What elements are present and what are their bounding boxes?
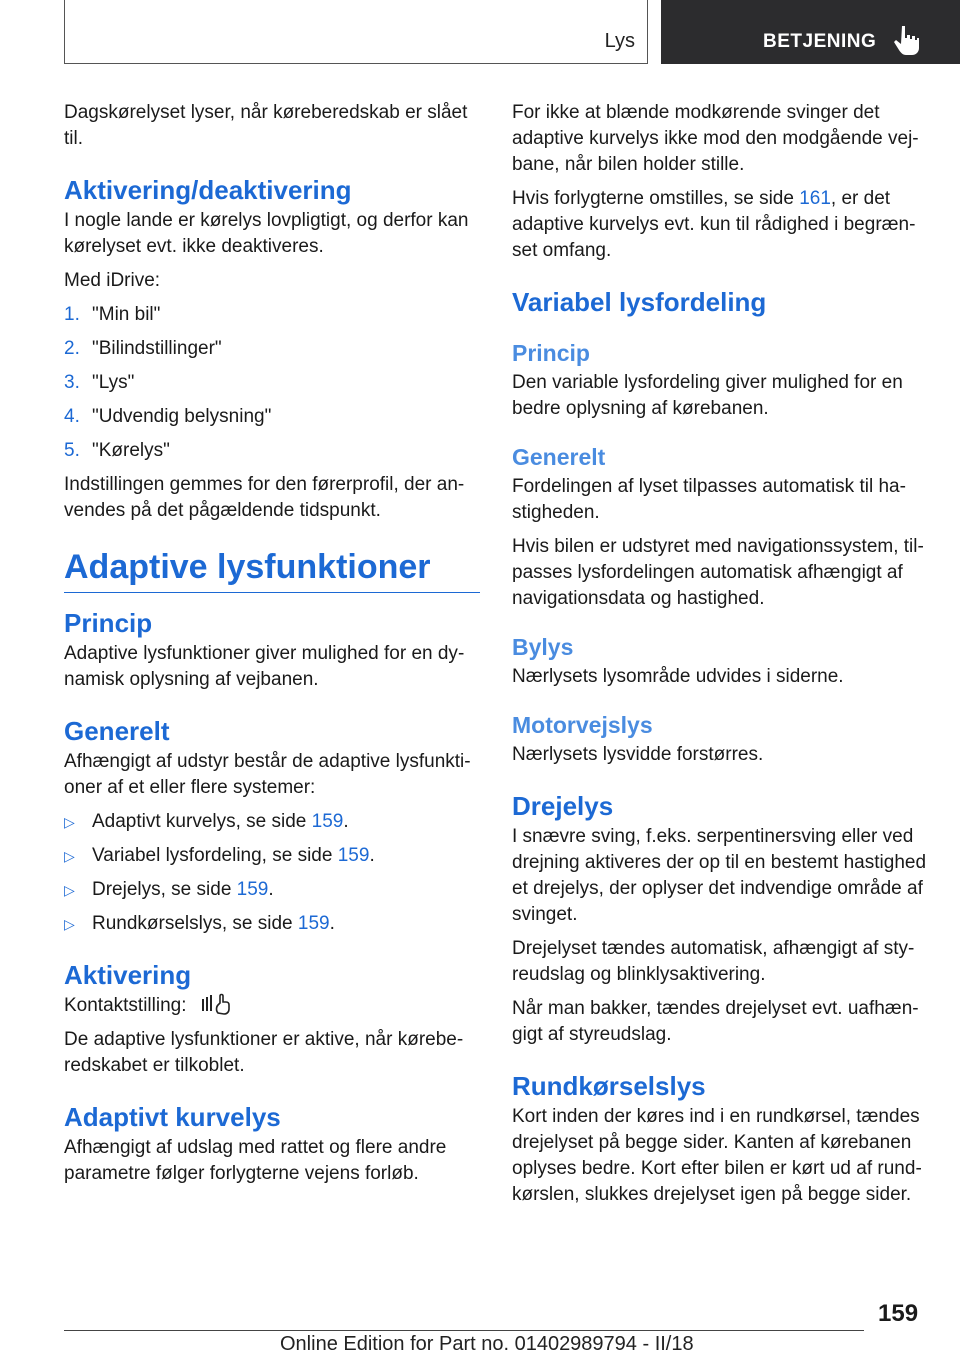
heading-bylys: Bylys (512, 634, 574, 660)
triangle-bullet-icon: ▷ (64, 882, 75, 898)
text-span: Hvis forlygterne omstilles, se side (512, 188, 800, 209)
header-section-box (64, 0, 648, 64)
paragraph: Når man bakker, tændes drejelyset evt. uafhængigt af styreudslag. (512, 998, 919, 1045)
header-chapter-title: BETJENING (763, 31, 877, 52)
heading-drejelys: Drejelys (512, 791, 614, 821)
ignition-icon (200, 993, 234, 1015)
triangle-bullet-icon: ▷ (64, 916, 75, 932)
heading-generelt: Generelt (64, 716, 170, 746)
paragraph: Drejelyset tændes automatisk, afhængigt af styreudslag og blinklysaktivering. (512, 938, 915, 985)
paragraph: Afhængigt af udslag med rattet og flere andre parametre følger forlygterne vejens forløb. (64, 1137, 447, 1184)
bullet-end: . (329, 913, 335, 934)
list-item (64, 911, 480, 937)
paragraph: Adaptive lysfunktioner giver mulighed for en dynamisk oplysning af vejbanen. (64, 643, 465, 690)
paragraph: Nærlysets lysområde udvides i siderne. (512, 666, 844, 687)
bullet-end: . (369, 845, 375, 866)
bullet-text: Variabel lysfordeling, se side (92, 845, 338, 866)
paragraph: Hvis bilen er udstyret med navigationssystem, tilpasses lysfordelingen automatisk afhængigt af navigationsdata og hastighed. (512, 536, 924, 609)
paragraph: Fordelingen af lyset tilpasses automatisk til hastigheden. (512, 476, 906, 523)
heading-princip: Princip (64, 608, 153, 638)
list-item (64, 404, 480, 430)
list-item (64, 302, 480, 328)
paragraph: De adaptive lysfunktioner er aktive, når køreberedskabet er tilkoblet. (64, 1029, 464, 1076)
right-column (512, 100, 932, 1216)
left-column (64, 100, 480, 1195)
header-section-title: Lys (604, 30, 635, 52)
bullet-text: Drejelys, se side (92, 879, 237, 900)
paragraph: Med iDrive: (64, 270, 161, 291)
heading-aktivering-deaktivering: Aktivering/deaktivering (64, 175, 352, 205)
list-item (64, 877, 480, 903)
heading-generelt: Generelt (512, 444, 606, 470)
heading-variabel-lysfordeling: Variabel lysfordeling (512, 287, 767, 317)
paragraph: Indstillingen gemmes for den førerprofil, der anvendes på det pågældende tidspunkt. (64, 474, 465, 521)
paragraph: I snævre sving, f.eks. serpentinersving eller ved drejning aktiveres der op til en bestemt hastighed et drejelys, der oplyser det indvendige område af svinget. (512, 826, 927, 925)
heading-motorvejslys: Motorvejslys (512, 712, 653, 738)
page-link-159[interactable]: 159 (311, 811, 344, 832)
step-number: 4. (64, 406, 80, 427)
list-item (64, 809, 480, 835)
bullet-text: Adaptivt kurvelys, se side (92, 811, 312, 832)
step-number: 3. (64, 372, 80, 393)
paragraph: Afhængigt af udstyr består de adaptive lysfunktioner af et eller flere systemer: (64, 751, 471, 798)
step-number: 5. (64, 440, 80, 461)
paragraph: Den variable lysfordeling giver mulighed for en bedre oplysning af kørebanen. (512, 372, 903, 419)
list-item (64, 336, 480, 362)
page-link-159[interactable]: 159 (236, 879, 269, 900)
page-link-159[interactable]: 159 (297, 913, 330, 934)
triangle-bullet-icon: ▷ (64, 814, 75, 830)
heading-aktivering: Aktivering (64, 960, 192, 990)
paragraph (64, 993, 480, 1019)
bullet-end: . (268, 879, 274, 900)
step-text: "Kørelys" (92, 440, 170, 461)
step-text: "Lys" (92, 372, 135, 393)
list-item (64, 370, 480, 396)
contact-position-label: Kontaktstilling: (64, 995, 187, 1016)
pointing-hand-icon (893, 24, 921, 56)
footer-divider (64, 1330, 864, 1331)
list-item (64, 438, 480, 464)
page-number: 159 (878, 1300, 919, 1327)
paragraph: Nærlysets lysvidde forstørres. (512, 744, 764, 765)
paragraph: For ikke at blænde modkørende svinger det adaptive kurvelys ikke mod den modgående vejbane, når bilen holder stille. (512, 102, 919, 175)
paragraph: Dagskørelyset lyser, når køreberedskab er slået til. (64, 102, 468, 149)
step-text: "Min bil" (92, 304, 161, 325)
heading-rundkoerselslys: Rundkørselslys (512, 1071, 706, 1101)
step-number: 2. (64, 338, 80, 359)
heading-adaptive-lysfunktioner: Adaptive lysfunktioner (64, 546, 480, 593)
triangle-bullet-icon: ▷ (64, 848, 75, 864)
page-link-159[interactable]: 159 (337, 845, 370, 866)
systems-list (64, 809, 480, 937)
bullet-end: . (343, 811, 349, 832)
bullet-text: Rundkørselslys, se side (92, 913, 298, 934)
step-text: "Bilindstillinger" (92, 338, 222, 359)
heading-adaptivt-kurvelys: Adaptivt kurvelys (64, 1102, 281, 1132)
idrive-steps (64, 302, 480, 464)
text-span: , er det adaptive kurvelys evt. kun til rådighed i begrænset omfang. (512, 188, 916, 261)
list-item (64, 843, 480, 869)
page-link-161[interactable]: 161 (799, 188, 831, 209)
header-chapter-box (661, 0, 960, 64)
step-text: "Udvendig belysning" (92, 406, 272, 427)
step-number: 1. (64, 304, 80, 325)
paragraph: Kort inden der køres ind i en rundkørsel, tændes drejelyset på begge sider. Kanten af kørebanen oplyses bedre. Kort efter bilen er kørt ud af rundkørslen, slukkes drejelyset igen på begge sider. (512, 1106, 922, 1205)
footer-edition: Online Edition for Part no. 01402989794 - II/18 (280, 1333, 694, 1355)
paragraph (512, 186, 932, 264)
heading-princip: Princip (512, 340, 590, 366)
paragraph: I nogle lande er kørelys lovpligtigt, og derfor kan kørelyset evt. ikke deaktiveres. (64, 210, 469, 257)
